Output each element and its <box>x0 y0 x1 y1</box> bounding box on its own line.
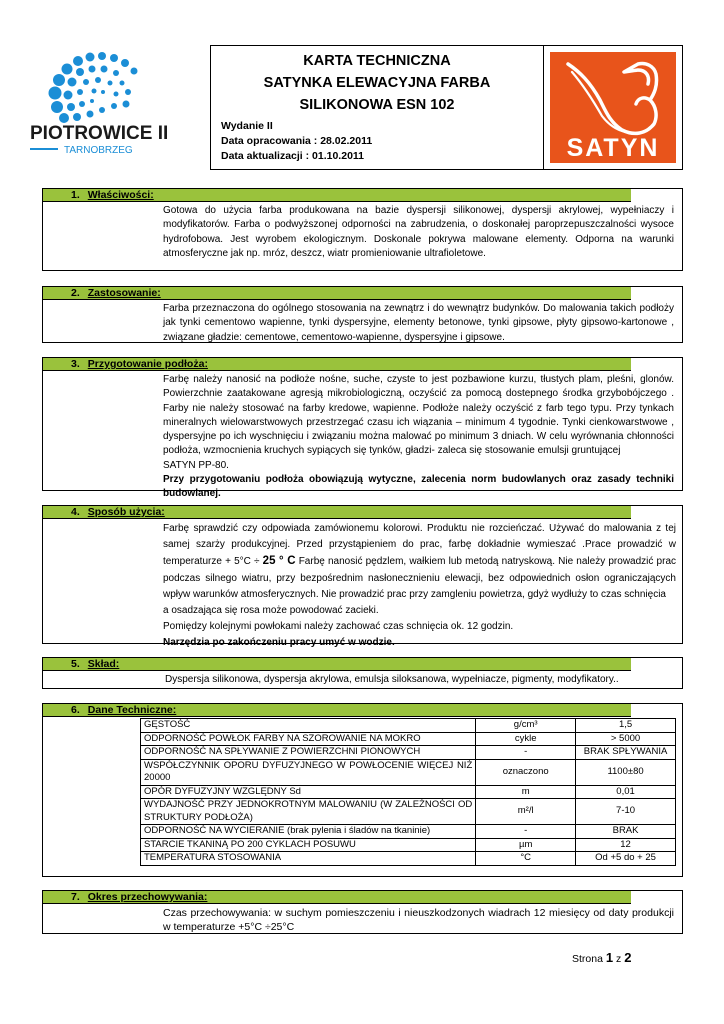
section-okres-przechowywania <box>42 890 683 934</box>
table-cell-unit: - <box>476 746 576 760</box>
piotrowice-logo <box>30 52 190 164</box>
section-przygotowanie <box>42 357 683 500</box>
updated-date: Data aktualizacji : 01.10.2011 <box>221 150 365 162</box>
table-cell-value: 0,01 <box>576 785 676 799</box>
section-wlasciwosci <box>42 188 683 271</box>
section-title: 1. Właściwości: <box>71 189 154 201</box>
table-cell-name: ODPORNOŚĆ POWŁOK FARBY NA SZOROWANIE NA MOKRO <box>141 732 476 746</box>
table-cell-unit: cykle <box>476 732 576 746</box>
piotrowice-logo-icon <box>30 52 190 164</box>
section-text: Gotowa do użycia farba produkowana na bazie dyspersji silikonowej, dyspersji akrylowej, wypełniaczy i modyfikatorów. Farba o podwyższonej odporności na zabrudzenia, o doskonałej paroprzepuszczalności wysoce hydrofobowa. Jest wyrobem ekologicznym. Doskonale pokrywa malowane elementy. Odporna na warunki atmosferyczne jak np. mróz, deszcz, wiatr promieniowanie ultrafioletowe. <box>163 205 674 259</box>
section-title: 2. Zastosowanie: <box>71 287 161 299</box>
section-text: Farbę należy nanosić na podłoże nośne, suche, czyste to jest pozbawione kurzu, tłustych plam, pleśni, glonów. Powierzchnie zaatakowane agresją mikrobiologiczną, oczyścić za pomocą dostepnego środka grzybobójczego . Farby nie należy stosować na farby kredowe, wapienne. Podłoże należy oczyścić z farb tego typu. Przy tynkach mineralnych wielowarstwowych przestrzegać czasu ich wiązania – minimum 4 tygodnie. Tynki cienkowarstwowe , dyspersyjne po ich wyschnięciu i związaniu można malować po minimum 3 dniach. W celu wyrównania chłonności podłoża, wzmocnienia kruchych sypiących się tynków, gładzi- zaleca się stosowanie emulsji gruntującej SATYN PP-80. Przy przygotowaniu podłoża obowiązują wytyczne, zalecenia norm budowlanych oraz zasady techniki budowlanej. <box>163 374 674 500</box>
section-text: Farba przeznaczona do ogólnego stosowania na zewnątrz i do wewnątrz budynków. Do malowania takich podłoży jak tynki cementowo wapienne, tynki dyspersyjne, elementy betonowe, tynki gipsowe, płyty gipsowo-kartonowe , związane gładzie: cementowe, cementowo-wapienne, dyspersyjne i gipsowe. <box>163 303 674 343</box>
page-number: Strona 1 z 2 <box>572 950 632 965</box>
table-cell-value: Od +5 do + 25 <box>576 852 676 866</box>
section-title: 7. Okres przechowywania: <box>71 891 208 903</box>
table-cell-name: WSPÓŁCZYNNIK OPORU DYFUZYJNEGO W POWŁOCENIE WIĘCEJ NIŻ 20000 <box>141 759 476 785</box>
document-meta <box>221 119 543 164</box>
table-cell-name: ODPORNOŚĆ NA SPŁYWANIE Z POWIERZCHNI PIONOWYCH <box>141 746 476 760</box>
table-row <box>141 719 676 733</box>
table-cell-name: WYDAJNOŚĆ PRZY JEDNOKROTNYM MALOWANIU (W ZALEŻNOŚCI OD STRUKTURY PODŁOŻA) <box>141 799 476 825</box>
svg-text:PIOTROWICE II: PIOTROWICE II <box>30 123 169 144</box>
section-title: 4. Sposób użycia: <box>71 506 165 518</box>
table-cell-name: ODPORNOŚĆ NA WYCIERANIE (brak pylenia i śladów na tkaninie) <box>141 825 476 839</box>
section-title: 5. Skład: <box>71 658 120 670</box>
satyn-logo <box>550 52 676 163</box>
table-cell-unit: oznaczono <box>476 759 576 785</box>
edition: Wydanie II <box>221 120 273 132</box>
table-cell-name: STARCIE TKANINĄ PO 200 CYKLACH POSUWU <box>141 838 476 852</box>
table-cell-value: BRAK SPŁYWANIA <box>576 746 676 760</box>
svg-text:SATYN: SATYN <box>566 134 660 162</box>
table-row <box>141 799 676 825</box>
section-zastosowanie <box>42 286 683 343</box>
table-cell-value: 1,5 <box>576 719 676 733</box>
table-cell-unit: - <box>476 825 576 839</box>
section-sklad <box>42 657 683 689</box>
svg-text:TARNOBRZEG: TARNOBRZEG <box>64 145 133 156</box>
table-cell-unit: m²/l <box>476 799 576 825</box>
satyn-logo-box <box>543 45 683 170</box>
table-cell-value: 12 <box>576 838 676 852</box>
section-title: 3. Przygotowanie podłoża: <box>71 358 208 370</box>
header-box <box>210 45 543 170</box>
table-cell-value: 7-10 <box>576 799 676 825</box>
table-cell-name: TEMPERATURA STOSOWANIA <box>141 852 476 866</box>
table-cell-unit: °C <box>476 852 576 866</box>
section-sposob-uzycia <box>42 505 683 649</box>
table-row <box>141 838 676 852</box>
table-cell-name: OPÓR DYFUZYJNY WZGLĘDNY Sd <box>141 785 476 799</box>
table-row <box>141 785 676 799</box>
table-cell-unit: g/cm³ <box>476 719 576 733</box>
table-row <box>141 852 676 866</box>
section-text: Dyspersja silikonowa, dyspersja akrylowa, emulsja siloksanowa, wypełniacze, pigmenty, modyfikatory.. <box>165 674 619 685</box>
table-cell-unit: m <box>476 785 576 799</box>
technical-data-table <box>140 718 676 866</box>
section-dane-techniczne <box>42 703 683 877</box>
table-cell-unit: µm <box>476 838 576 852</box>
section-text: Czas przechowywania: w suchym pomieszczeniu i nieuszkodzonych wiadrach 12 miesięcy od daty produkcji w temperaturze +5°C ÷25°C <box>163 907 674 933</box>
table-row <box>141 825 676 839</box>
section-title: 6. Dane Techniczne: <box>71 704 177 716</box>
table-cell-value: BRAK <box>576 825 676 839</box>
document-title: KARTA TECHNICZNA SATYNKA ELEWACYJNA FARBA SILIKONOWA ESN 102 <box>263 53 491 113</box>
table-cell-value: 1100±80 <box>576 759 676 785</box>
stork-icon <box>550 52 676 163</box>
table-cell-value: > 5000 <box>576 732 676 746</box>
table-row <box>141 746 676 760</box>
table-row <box>141 759 676 785</box>
created-date: Data opracowania : 28.02.2011 <box>221 135 373 147</box>
table-row <box>141 732 676 746</box>
table-cell-name: GĘSTOŚĆ <box>141 719 476 733</box>
section-text: Farbę sprawdzić czy odpowiada zamówionemu kolorowi. Produktu nie rozcieńczać. Używać do malowania z tej samej szarży produkcyjnej. Przed przystąpieniem do prac, farbę dokładnie wymieszać .Prace prowadzić w temperaturze + 5°C ÷ 25 ° C Farbę nanosić pędzlem, wałkiem lub metodą natryskową. Nie należy prowadzić prac podczas silnego wiatru, przy bezpośrednim nasłonecznieniu elewacji, bez odpowiednich osłon ograniczających wpływ warunków atmosferycznych. Nie prowadzić prac przy zamgleniu powietrza, gdyż wydłuży to czas schnięcia a osadzająca się rosa może powodować zacieki. Pomiędzy kolejnymi powłokami należy zachować czas schnięcia ok. 12 godzin. Narzędzia po zakończeniu pracy umyć w wodzie. <box>163 523 677 649</box>
